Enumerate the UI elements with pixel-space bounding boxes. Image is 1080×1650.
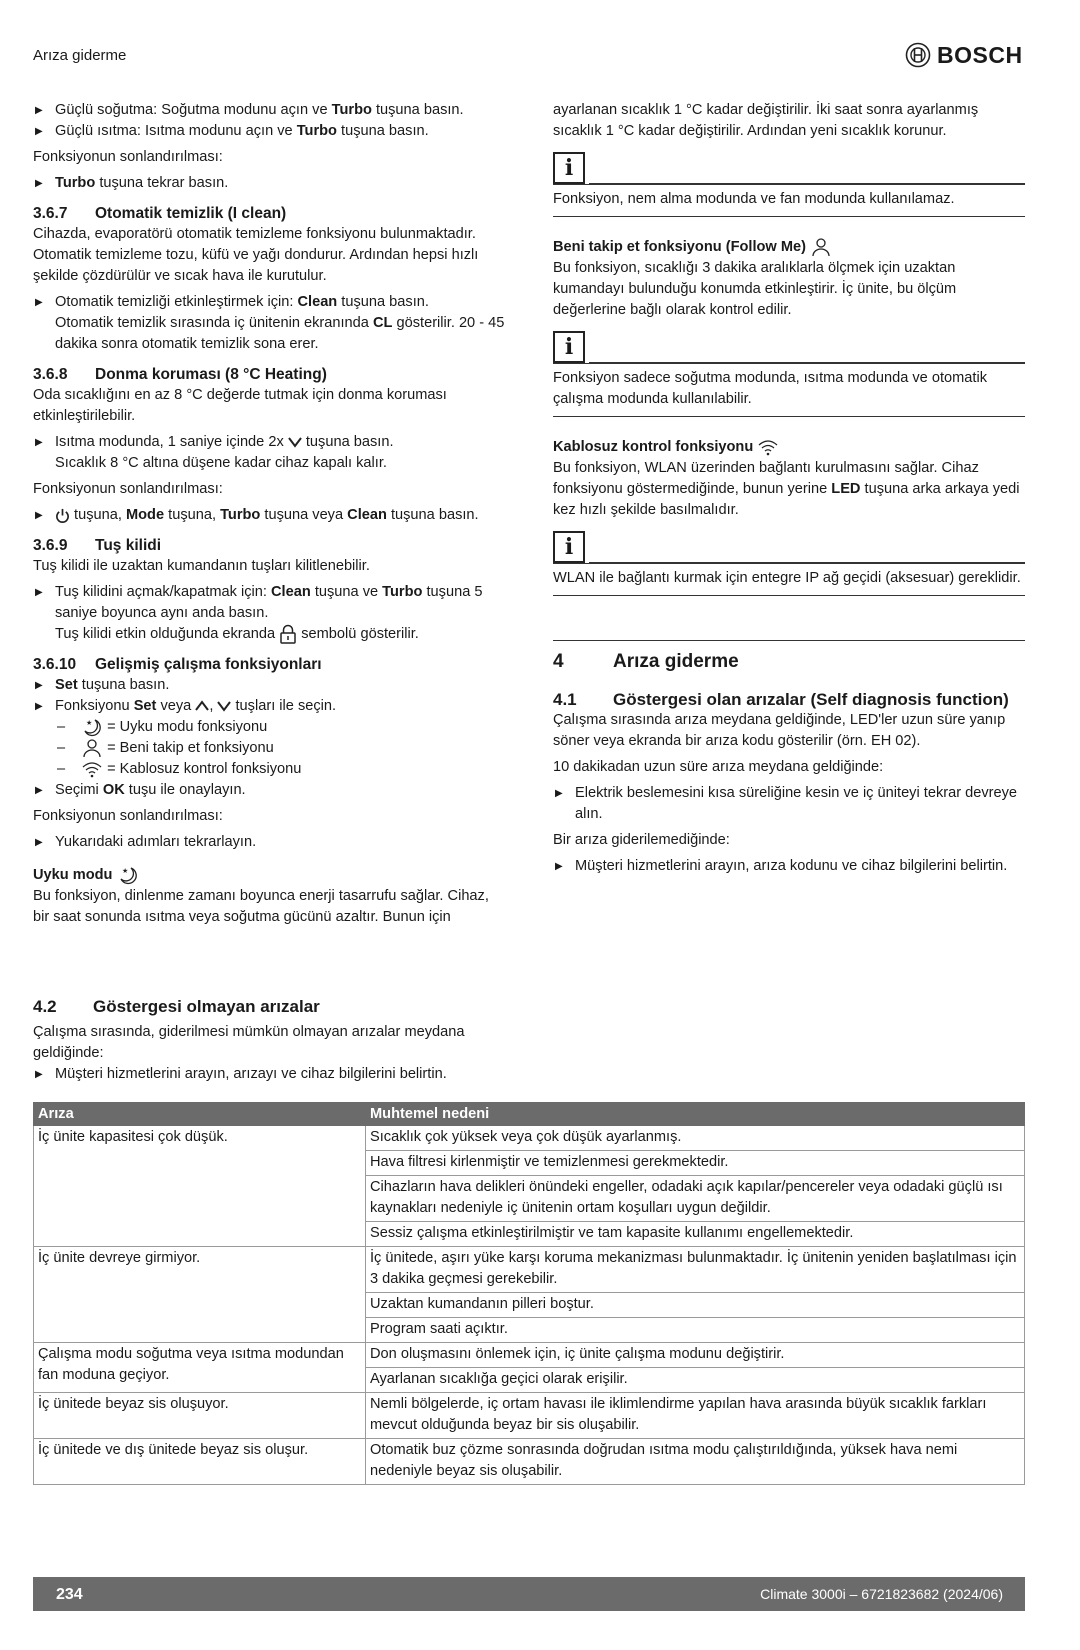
paragraph: 10 dakikadan uzun süre arıza meydana geldiğinde: bbox=[553, 759, 884, 775]
paragraph: Bu fonksiyon, dinlenme zamanı boyunca enerji tasarrufu sağlar. Cihaz, bir saat sonunda ısıtma veya soğutma gücünü azaltır. Bunun için bbox=[33, 888, 489, 925]
person-icon bbox=[810, 237, 832, 257]
wifi-icon bbox=[81, 759, 103, 779]
table-row bbox=[34, 1343, 1025, 1368]
list-item: ▶ Güçlü soğutma: Soğutma modunu açın ve Turbo tuşuna basın. bbox=[33, 100, 508, 121]
list-item: ▶ Yukarıdaki adımları tekrarlayın. bbox=[33, 832, 508, 853]
info-box: i WLAN ile bağlantı kurmak için entegre IP ağ geçidi (aksesuar) gereklidir. bbox=[553, 531, 1025, 596]
list-item: ▶ Tuş kilidini açmak/kapatmak için: Clean tuşuna ve Turbo tuşuna 5 saniye boyunca aynı anda basın. Tuş kilidi etkin olduğunda ekranda sembolü gösterilir. bbox=[33, 582, 508, 645]
list-item: ▶ tuşuna, Mode tuşuna, Turbo tuşuna veya Clean tuşuna basın. bbox=[33, 505, 508, 526]
list-item: ▶ Müşteri hizmetlerini arayın, arıza kodunu ve cihaz bilgilerini belirtin. bbox=[553, 856, 1025, 877]
cause-cell: Program saati açıktır. bbox=[366, 1318, 1025, 1343]
paragraph: Fonksiyonun sonlandırılması: bbox=[33, 149, 223, 165]
left-column bbox=[33, 100, 508, 928]
cause-cell: Hava filtresi kirlenmiştir ve temizlenmesi gerekmektedir. bbox=[366, 1151, 1025, 1176]
fault-table bbox=[33, 1102, 1025, 1485]
paragraph: Bu fonksiyon, WLAN üzerinden bağlantı kurulmasını sağlar. Cihaz fonksiyonu göstermediğinde, bunun yerine LED tuşuna arka arkaya yedi kez hızlı şekilde basılmalıdır. bbox=[553, 460, 1020, 518]
table-header-row bbox=[34, 1103, 1025, 1126]
section-heading: 3.6.10 Gelişmiş çalışma fonksiyonları bbox=[33, 656, 322, 673]
info-box: i Fonksiyon sadece soğutma modunda, ısıtma modunda ve otomatik çalışma modunda kullanılabilir. bbox=[553, 331, 1025, 417]
cause-cell: Otomatik buz çözme sonrasında doğrudan ısıtma modu çalıştırıldığında, yüksek hava nemi nedeniyle beyaz sis oluşabilir. bbox=[366, 1439, 1025, 1485]
fault-cell: İç ünite kapasitesi çok düşük. bbox=[34, 1126, 366, 1247]
table-row bbox=[34, 1247, 1025, 1293]
subheading: Uyku modu ★ bbox=[33, 865, 508, 886]
cause-cell: Nemli bölgelerde, iç ortam havası ile iklimlendirme yapılan hava arasında büyük sıcaklık farkları mevcut olduğunda beyaz bir sis oluşabilir. bbox=[366, 1393, 1025, 1439]
sleep-mode-icon bbox=[117, 865, 139, 885]
info-icon: i bbox=[553, 331, 585, 363]
list-item: ▶ Turbo tuşuna tekrar basın. bbox=[33, 173, 508, 194]
section-heading: 3.6.9 Tuş kilidi bbox=[33, 537, 162, 554]
info-icon: i bbox=[553, 531, 585, 563]
list-item: ▶ Set tuşuna basın. bbox=[33, 675, 508, 696]
column-header: Muhtemel nedeni bbox=[366, 1103, 1025, 1126]
fault-cell: İç ünitede ve dış ünitede beyaz sis oluşur. bbox=[34, 1439, 366, 1485]
cause-cell: Ayarlanan sıcaklığa geçici olarak erişilir. bbox=[366, 1368, 1025, 1393]
list-item: ▶ Otomatik temizliği etkinleştirmek için: Clean tuşuna basın. Otomatik temizlik sırasında iç ünitenin ekranında CL gösterilir. 20 - 45 dakika sonra otomatik temizlik sona erer. bbox=[33, 292, 508, 355]
section-heading: 4.1 Göstergesi olan arızalar (Self diagnosis function) bbox=[553, 690, 1009, 709]
fault-cell: İç ünitede beyaz sis oluşuyor. bbox=[34, 1393, 366, 1439]
cause-cell: Cihazların hava delikleri önündeki engeller, odadaki açık kapılar/pencereler veya odadaki güçlü ısı kaynakları nedeniyle iç ünitenin ortam koşulları uygun değildir. bbox=[366, 1176, 1025, 1222]
chapter-heading: 4 Arıza giderme bbox=[553, 651, 739, 672]
cause-cell: Sessiz çalışma etkinleştirilmiştir ve tam kapasite kullanımı engellemektedir. bbox=[366, 1222, 1025, 1247]
paragraph: Fonksiyonun sonlandırılması: bbox=[33, 808, 223, 824]
chapter-divider bbox=[553, 640, 1025, 672]
paragraph: ayarlanan sıcaklık 1 °C kadar değiştirilir. İki saat sonra ayarlanmış sıcaklık 1 °C kadar değiştirilir. Ardından yeni sıcaklık korunur. bbox=[553, 102, 979, 139]
paragraph: Bu fonksiyon, sıcaklığı 3 dakika aralıklarla ölçmek için uzaktan kumandayı bulunduğu konumda etkinleştirir. İç ünite, bu ölçüm değerlerine bağlı olarak kontrol edilir. bbox=[553, 260, 957, 318]
paragraph: Cihazda, evaporatörü otomatik temizleme fonksiyonu bulunmaktadır. Otomatik temizleme tozu, küfü ve yağı dondurur. Ardından hepsi hızlı şekilde çözdürülür ve sıcak hava ile kurutulur. bbox=[33, 226, 479, 284]
paragraph: Çalışma sırasında, giderilmesi mümkün olmayan arızalar meydana geldiğinde: bbox=[33, 1024, 465, 1061]
info-icon: i bbox=[553, 152, 585, 184]
chevron-up-icon bbox=[195, 700, 209, 712]
table-row bbox=[34, 1393, 1025, 1439]
table-row bbox=[34, 1126, 1025, 1151]
subheading: Beni takip et fonksiyonu (Follow Me) bbox=[553, 237, 1025, 258]
list-item: ▶ Seçimi OK tuşu ile onaylayın. bbox=[33, 780, 508, 801]
list-item: ▶ Müşteri hizmetlerini arayın, arızayı ve cihaz bilgilerini belirtin. bbox=[33, 1064, 508, 1085]
lock-icon bbox=[279, 624, 297, 644]
brand-name: BOSCH bbox=[937, 41, 1023, 68]
cause-cell: Uzaktan kumandanın pilleri boştur. bbox=[366, 1293, 1025, 1318]
list-item: – = Kablosuz kontrol fonksiyonu bbox=[33, 759, 508, 780]
bosch-emblem-icon bbox=[905, 42, 931, 68]
paragraph: Fonksiyonun sonlandırılması: bbox=[33, 481, 223, 497]
section-heading: 3.6.7 Otomatik temizlik (I clean) bbox=[33, 205, 287, 222]
column-header: Arıza bbox=[34, 1103, 366, 1126]
section-4-2 bbox=[33, 996, 508, 1085]
fault-cell: Çalışma modu soğutma veya ısıtma modundan fan moduna geçiyor. bbox=[34, 1343, 366, 1393]
sleep-mode-icon bbox=[81, 717, 103, 737]
bosch-logo bbox=[905, 42, 1023, 68]
document-info: Climate 3000i – 6721823682 (2024/06) bbox=[760, 1586, 1003, 1602]
page-number: 234 bbox=[56, 1586, 83, 1603]
subheading: Kablosuz kontrol fonksiyonu bbox=[553, 437, 1025, 458]
paragraph: Çalışma sırasında arıza meydana geldiğinde, LED'ler uzun süre yanıp söner veya ekranda bir arıza kodu gösterilir (örn. EH 02). bbox=[553, 712, 1006, 749]
cause-cell: Don oluşmasını önlemek için, iç ünite çalışma modunu değiştirir. bbox=[366, 1343, 1025, 1368]
svg-text:★: ★ bbox=[121, 867, 128, 876]
wifi-icon bbox=[757, 437, 779, 457]
chevron-down-icon bbox=[288, 436, 302, 448]
fault-cell: İç ünite devreye girmiyor. bbox=[34, 1247, 366, 1343]
table-row bbox=[34, 1439, 1025, 1485]
section-heading: 4.2 Göstergesi olmayan arızalar bbox=[33, 997, 320, 1016]
paragraph: Bir arıza giderilemediğinde: bbox=[553, 832, 730, 848]
list-item: ▶ Fonksiyonu Set veya , tuşları ile seçin. bbox=[33, 696, 508, 717]
list-item: – ★ = Uyku modu fonksiyonu bbox=[33, 717, 508, 738]
person-icon bbox=[81, 738, 103, 758]
chevron-down-icon bbox=[217, 700, 231, 712]
list-item: ▶ Elektrik beslemesini kısa süreliğine kesin ve iç üniteyi tekrar devreye alın. bbox=[553, 783, 1025, 825]
paragraph: Oda sıcaklığını en az 8 °C değerde tutmak için donma koruması etkinleştirilebilir. bbox=[33, 387, 447, 424]
right-column bbox=[553, 100, 1025, 877]
section-heading: 3.6.8 Donma koruması (8 °C Heating) bbox=[33, 366, 327, 383]
header-title: Arıza giderme bbox=[33, 47, 127, 64]
page-footer bbox=[33, 1577, 1025, 1611]
list-item: ▶ Güçlü ısıtma: Isıtma modunu açın ve Turbo tuşuna basın. bbox=[33, 121, 508, 142]
svg-text:★: – ★ bbox=[86, 719, 93, 728]
power-icon bbox=[55, 508, 70, 523]
info-box: i Fonksiyon, nem alma modunda ve fan modunda kullanılamaz. bbox=[553, 152, 1025, 217]
paragraph: Tuş kilidi ile uzaktan kumandanın tuşları kilitlenebilir. bbox=[33, 558, 370, 574]
cause-cell: İç ünitede, aşırı yüke karşı koruma mekanizması bulunmaktadır. İç ünitenin yeniden başlatılması için 3 dakika geçmesi gerekebilir. bbox=[366, 1247, 1025, 1293]
list-item: – = Beni takip et fonksiyonu bbox=[33, 738, 508, 759]
list-item: ▶ Isıtma modunda, 1 saniye içinde 2x tuşuna basın. Sıcaklık 8 °C altına düşene kadar cihaz kapalı kalır. bbox=[33, 432, 508, 474]
cause-cell: Sıcaklık çok yüksek veya çok düşük ayarlanmış. bbox=[366, 1126, 1025, 1151]
